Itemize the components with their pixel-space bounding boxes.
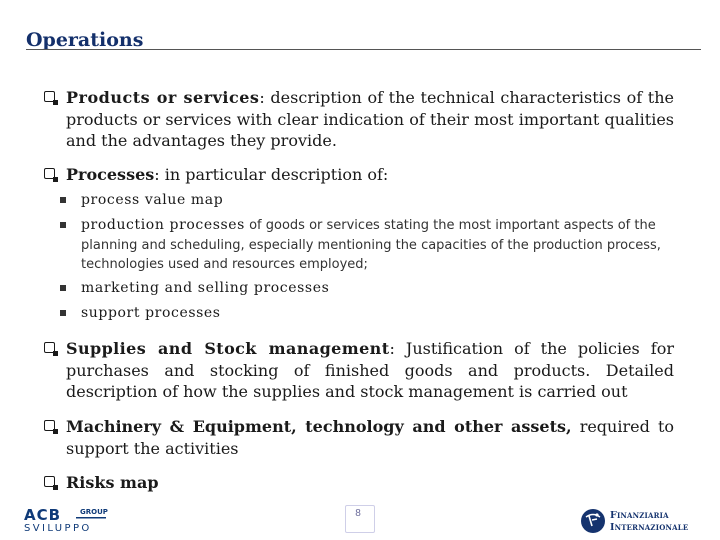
checkbox-bullet-icon bbox=[44, 342, 55, 353]
checkbox-bullet-icon bbox=[44, 91, 55, 102]
bullet-products bbox=[44, 87, 674, 152]
acb-group-logo bbox=[24, 508, 106, 534]
subitem-value-map-text: process value map bbox=[81, 192, 224, 208]
bullet-risks bbox=[44, 472, 674, 494]
square-bullet-icon bbox=[60, 222, 66, 228]
finanziaria-line2: Internazionale bbox=[610, 522, 689, 533]
page-number: 8 bbox=[355, 508, 361, 519]
finanziaria-line1: Finanziaria bbox=[610, 510, 669, 521]
square-bullet-icon bbox=[60, 197, 66, 203]
bullet-risks-text bbox=[66, 472, 674, 494]
title-divider bbox=[26, 49, 701, 50]
finanziaria-internazionale-logo bbox=[580, 508, 702, 536]
bullet-processes-text bbox=[66, 164, 674, 186]
page-title: Operations bbox=[26, 29, 144, 51]
bullet-processes-heading: Processes bbox=[66, 165, 155, 184]
bullet-machinery-body: required to support the activities bbox=[66, 417, 674, 458]
subitem-marketing bbox=[60, 279, 674, 299]
bullet-supplies-text bbox=[66, 338, 674, 403]
subitem-production-heading: production processes bbox=[81, 217, 245, 233]
bullet-risks-heading: Risks map bbox=[66, 473, 159, 492]
subitem-value-map bbox=[60, 191, 674, 211]
subitem-marketing-text: marketing and selling processes bbox=[81, 280, 330, 296]
acb-logo-text: ACB bbox=[24, 506, 62, 524]
bullet-supplies-body: : Justification of the policies for purchases and stocking of finished goods and products. Detailed description of how the supplies and stock management is carried out bbox=[66, 339, 674, 401]
bullet-machinery-text bbox=[66, 416, 674, 459]
checkbox-bullet-icon bbox=[44, 420, 55, 431]
square-bullet-icon bbox=[60, 310, 66, 316]
acb-sviluppo-label: SVILUPPO bbox=[24, 523, 92, 534]
subitem-production-body: of goods or services stating the most important aspects of the planning and scheduling, especially mentioning the capacities of the production process, technologies used and resources employed; bbox=[81, 218, 661, 272]
acb-group-label: GROUP bbox=[80, 508, 108, 516]
bullet-machinery-heading: Machinery & Equipment, technology and other assets, bbox=[66, 417, 572, 436]
subitem-production bbox=[60, 216, 674, 275]
square-bullet-icon bbox=[60, 285, 66, 291]
bullet-products-text bbox=[66, 87, 674, 152]
checkbox-bullet-icon bbox=[44, 476, 55, 487]
checkbox-bullet-icon bbox=[44, 168, 55, 179]
finanziaria-text bbox=[610, 510, 688, 534]
bullet-processes-body: : in particular description of: bbox=[154, 165, 389, 184]
bullet-machinery bbox=[44, 416, 674, 459]
subitem-support-text: support processes bbox=[81, 305, 221, 321]
subitem-production-text bbox=[81, 216, 674, 275]
bullet-processes bbox=[44, 164, 674, 186]
globe-emblem-icon bbox=[580, 508, 606, 534]
logo-underline-icon bbox=[76, 517, 106, 519]
subitem-support bbox=[60, 304, 674, 324]
bullet-products-body: : description of the technical characteristics of the products or services with clear indication of their most important qualities and the advantages they provide. bbox=[66, 88, 674, 150]
bullet-products-heading: Products or services bbox=[66, 88, 260, 107]
bullet-supplies-heading: Supplies and Stock management bbox=[66, 339, 390, 358]
bullet-supplies bbox=[44, 338, 674, 403]
